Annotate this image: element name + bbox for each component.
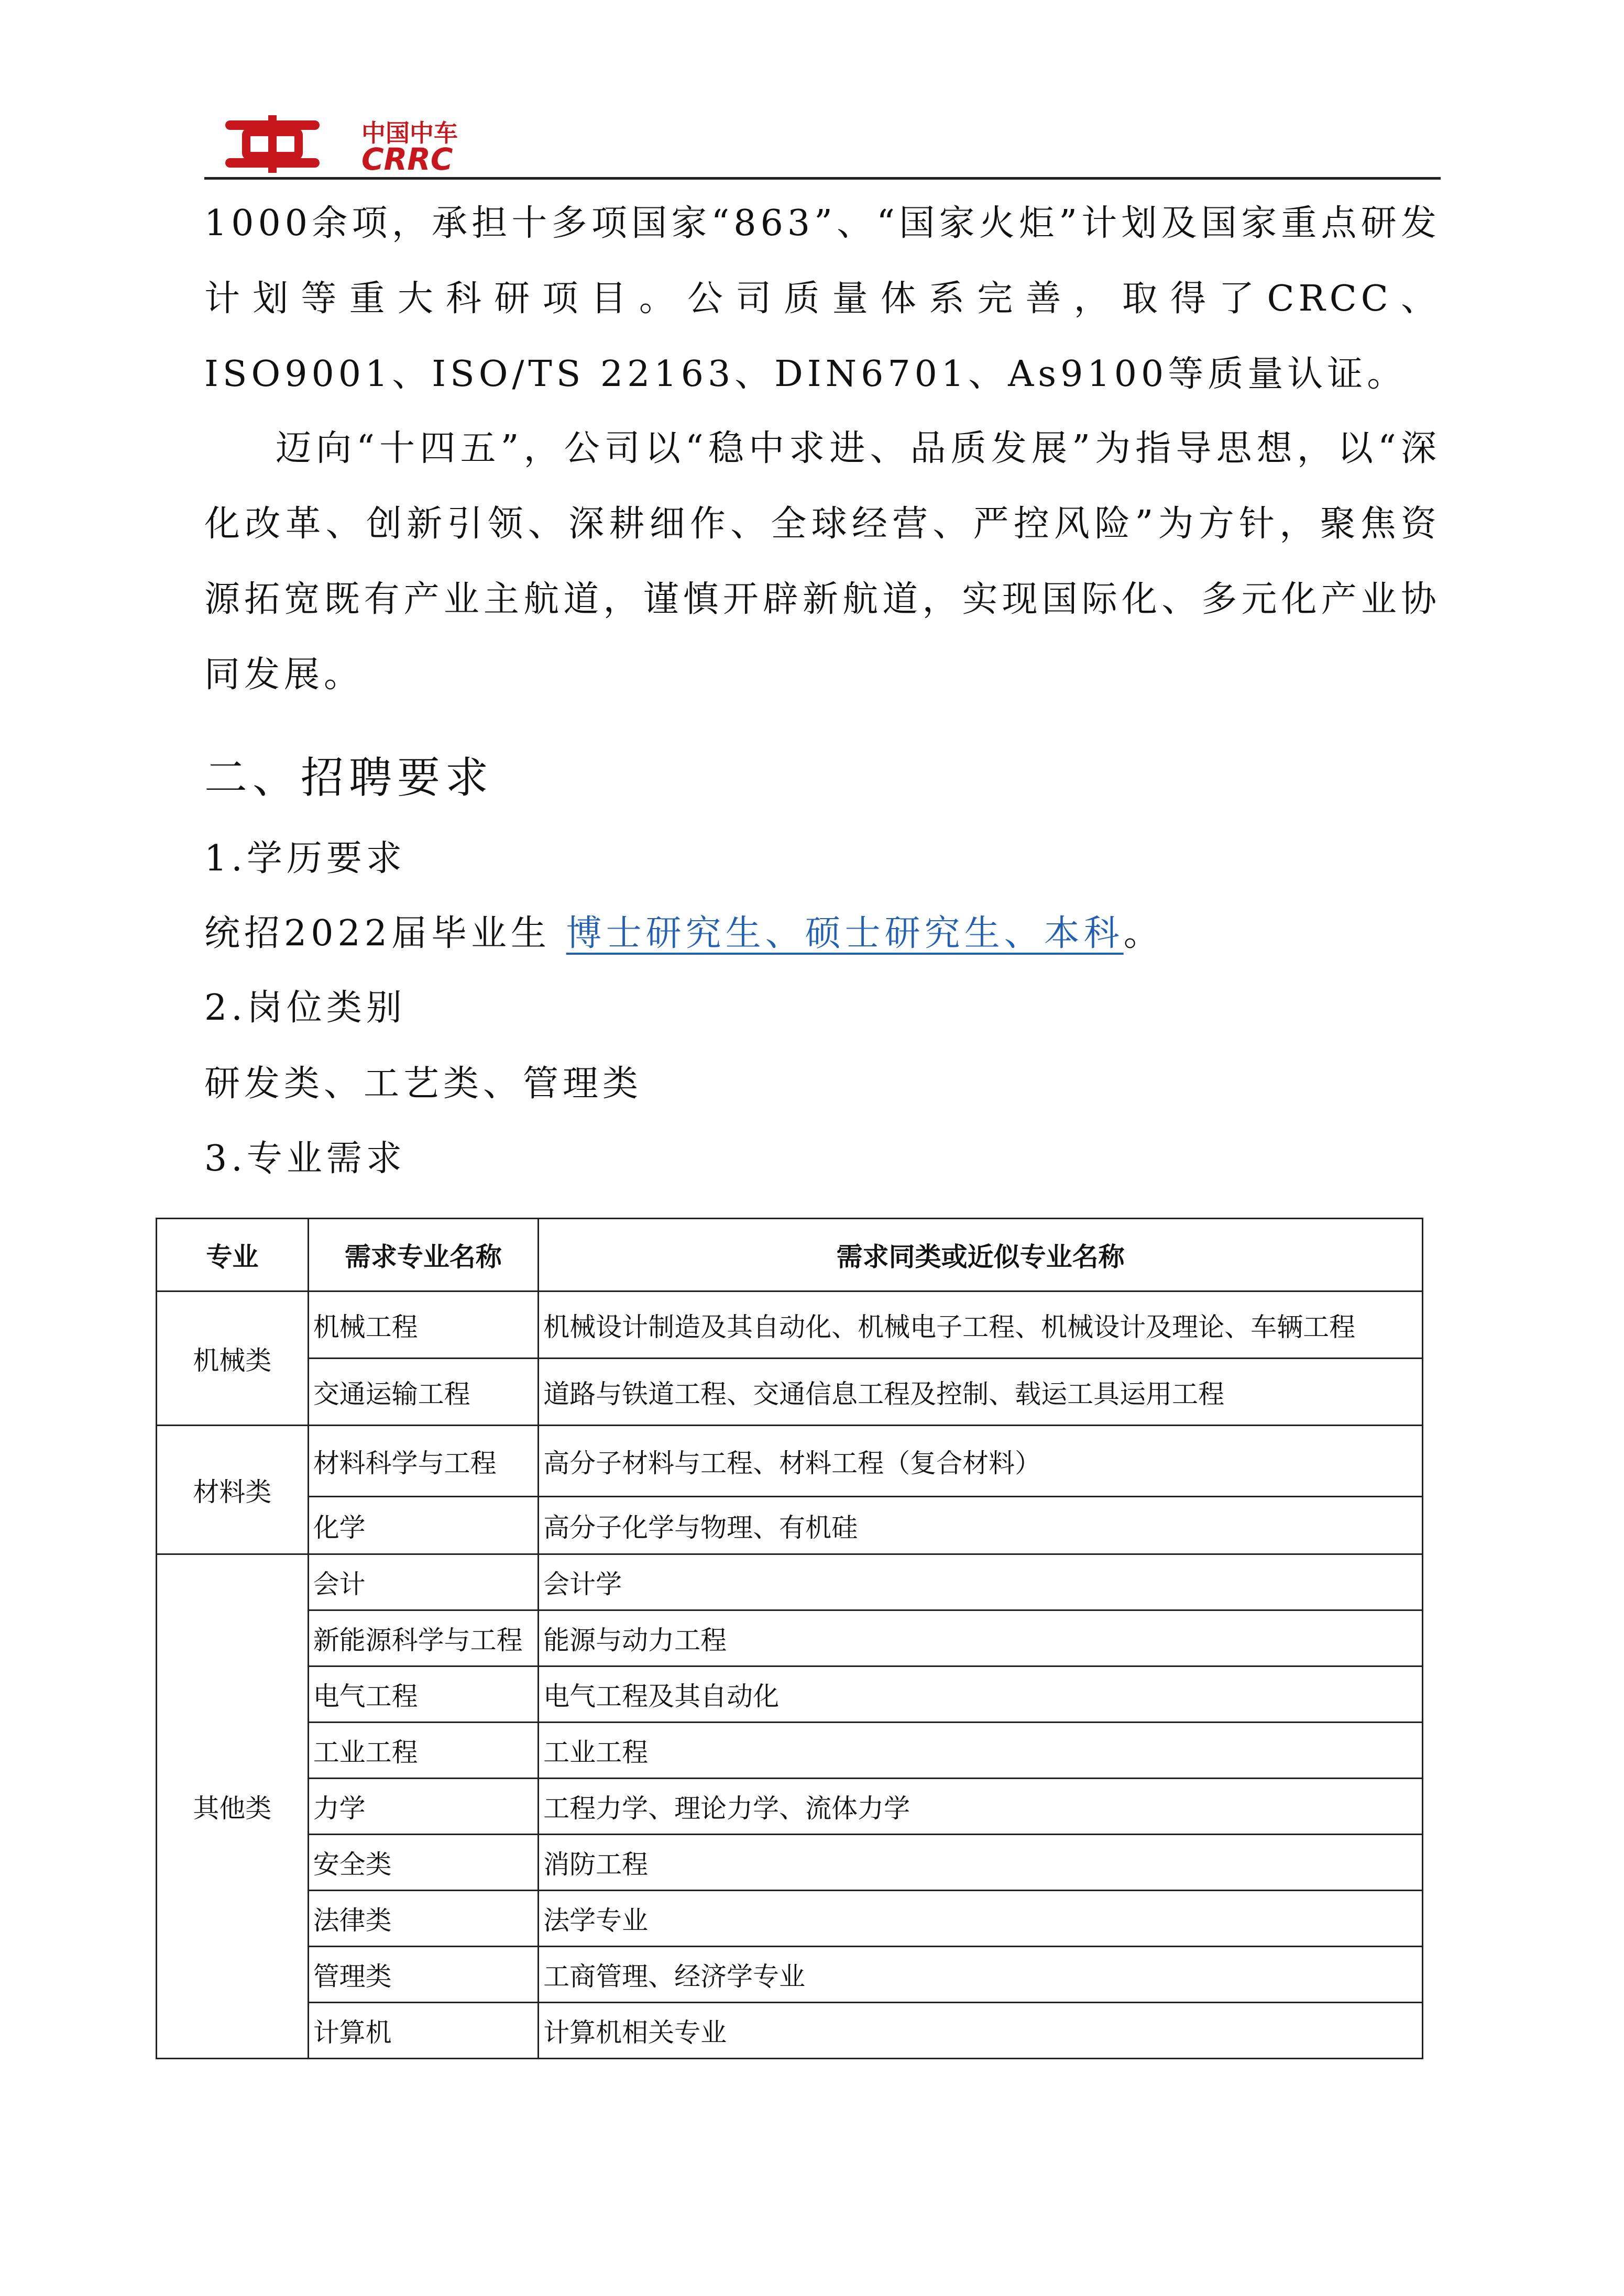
table-row (157, 1891, 1423, 1947)
positions-heading: 2.岗位类别 (204, 987, 406, 1029)
major-name-cell: 会计 (308, 1554, 538, 1610)
related-majors-cell: 工程力学、理论力学、流体力学 (539, 1779, 1423, 1835)
majors-heading: 3.专业需求 (204, 1138, 406, 1179)
table-row (157, 1666, 1423, 1723)
related-majors-cell: 高分子化学与物理、有机硅 (539, 1497, 1423, 1554)
related-majors-cell: 计算机相关专业 (539, 2003, 1423, 2059)
table-row (157, 1554, 1423, 1610)
related-majors-cell: 能源与动力工程 (539, 1610, 1423, 1666)
column-header-related-majors: 需求同类或近似专业名称 (539, 1219, 1423, 1292)
education-heading: 1.学历要求 (204, 838, 406, 879)
header-divider (204, 177, 1441, 180)
table-row (157, 1779, 1423, 1835)
column-header-major: 专业 (157, 1219, 309, 1292)
page-header (204, 115, 1441, 178)
major-name-cell: 力学 (308, 1779, 538, 1835)
major-name-cell: 工业工程 (308, 1723, 538, 1779)
category-cell: 材料类 (157, 1426, 309, 1554)
related-majors-cell: 工商管理、经济学专业 (539, 1947, 1423, 2003)
logo-cn-text: 中国中车 (361, 119, 458, 147)
related-majors-cell: 消防工程 (539, 1835, 1423, 1891)
major-name-cell: 材料科学与工程 (308, 1426, 538, 1497)
section-title: 二、招聘要求 (204, 753, 494, 803)
table-row (157, 1723, 1423, 1779)
table-row (157, 1835, 1423, 1891)
related-majors-cell: 电气工程及其自动化 (539, 1666, 1423, 1723)
education-prefix: 统招2022届毕业生 (204, 913, 566, 954)
degrees-link[interactable]: 博士研究生、硕士研究生、本科 (566, 913, 1124, 954)
strategy-paragraph: 迈向“十四五”，公司以“稳中求进、品质发展”为指导思想，以“深化改革、创新引领、深耕细作、全球经营、严控风险”为方针，聚焦资源拓宽既有产业主航道，谨慎开辟新航道，实现国际化、多元化产业协同发展。 (204, 428, 1441, 696)
crrc-logo (225, 115, 571, 173)
table-row (157, 1292, 1423, 1359)
category-cell: 机械类 (157, 1292, 309, 1426)
related-majors-cell: 会计学 (539, 1554, 1423, 1610)
major-name-cell: 交通运输工程 (308, 1359, 538, 1426)
table-row (157, 1426, 1423, 1497)
related-majors-cell: 工业工程 (539, 1723, 1423, 1779)
table-header-row (157, 1219, 1423, 1292)
major-name-cell: 电气工程 (308, 1666, 538, 1723)
category-cell: 其他类 (157, 1554, 309, 2059)
positions-text: 研发类、工艺类、管理类 (204, 1063, 643, 1105)
table-row (157, 2003, 1423, 2059)
major-name-cell: 管理类 (308, 1947, 538, 2003)
major-name-cell: 计算机 (308, 2003, 538, 2059)
related-majors-cell: 高分子材料与工程、材料工程（复合材料） (539, 1426, 1423, 1497)
related-majors-cell: 机械设计制造及其自动化、机械电子工程、机械设计及理论、车辆工程 (539, 1292, 1423, 1359)
education-suffix: 。 (1123, 913, 1164, 954)
major-name-cell: 新能源科学与工程 (308, 1610, 538, 1666)
table-row (157, 1947, 1423, 2003)
majors-table (156, 1218, 1423, 2059)
major-name-cell: 法律类 (308, 1891, 538, 1947)
logo-en-text: CRRC (361, 141, 453, 173)
table-row (157, 1610, 1423, 1666)
major-name-cell: 化学 (308, 1497, 538, 1554)
major-name-cell: 机械工程 (308, 1292, 538, 1359)
major-name-cell: 安全类 (308, 1835, 538, 1891)
table-row (157, 1359, 1423, 1426)
intro-paragraph: 1000余项，承担十多项国家“863”、“国家火炬”计划及国家重点研发计划等重大科研项目。公司质量体系完善，取得了CRCC、ISO9001、ISO/TS 22163、DIN6701、As9100等质量认证。 (204, 203, 1441, 395)
table-row (157, 1497, 1423, 1554)
related-majors-cell: 道路与铁道工程、交通信息工程及控制、载运工具运用工程 (539, 1359, 1423, 1426)
education-line (204, 905, 1164, 956)
column-header-required-major: 需求专业名称 (308, 1219, 538, 1292)
related-majors-cell: 法学专业 (539, 1891, 1423, 1947)
